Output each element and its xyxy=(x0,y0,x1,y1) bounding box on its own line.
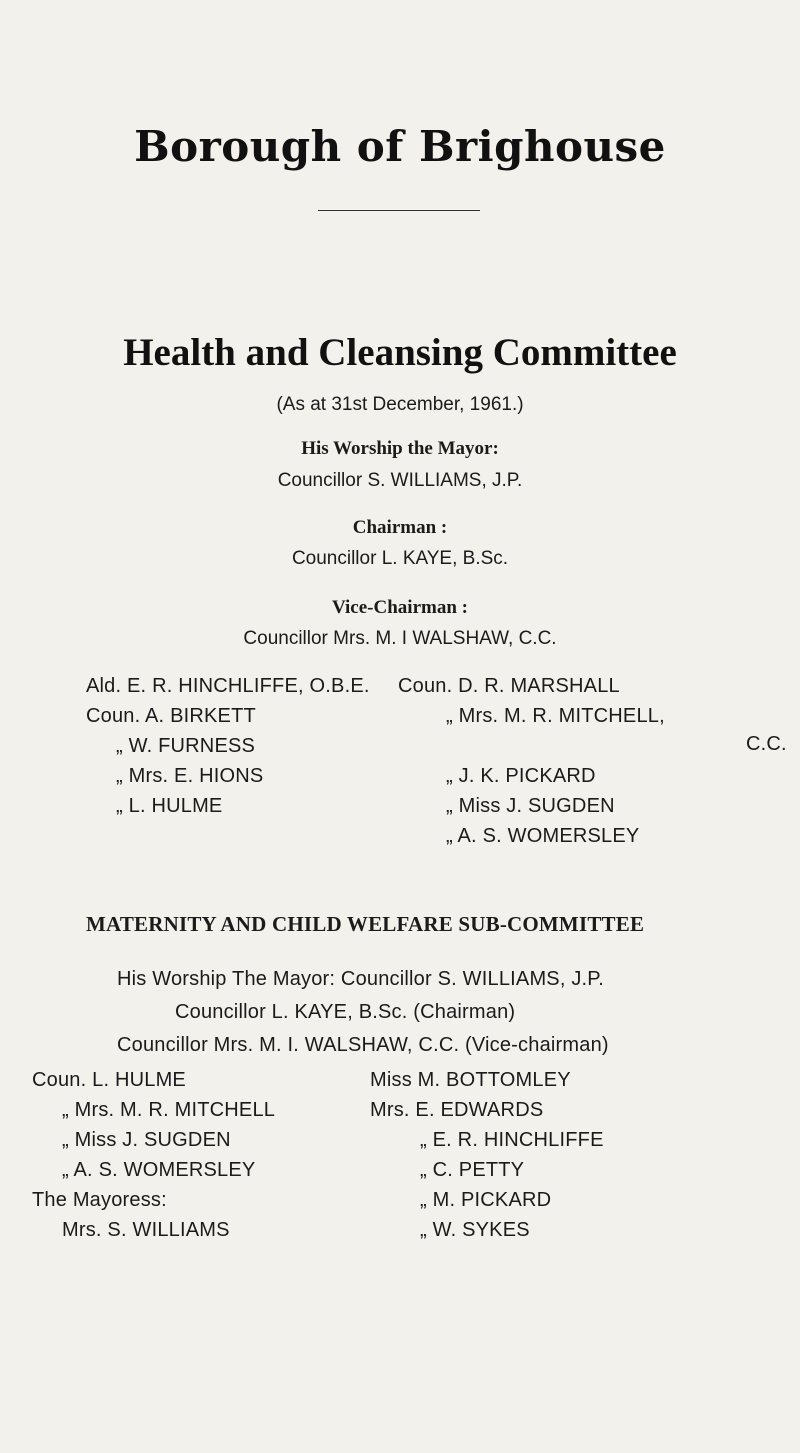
member-right-2: „ Mrs. M. R. MITCHELL, xyxy=(446,705,665,727)
subcommittee-title: MATERNITY AND CHILD WELFARE SUB-COMMITTEE xyxy=(86,912,645,936)
member-left-4: „ Mrs. E. HIONS xyxy=(116,765,264,787)
sub-member-left-5: The Mayoress: xyxy=(32,1189,167,1211)
sub-member-left-6: Mrs. S. WILLIAMS xyxy=(62,1219,230,1241)
sub-member-left-3: „ Miss J. SUGDEN xyxy=(62,1129,231,1151)
officer-name-vice-chairman: Councillor Mrs. M. I WALSHAW, C.C. xyxy=(243,628,557,649)
subcommittee-chairman: Councillor L. KAYE, B.Sc. (Chairman) xyxy=(175,1001,516,1023)
borough-heading: Borough of Brighouse xyxy=(134,122,666,171)
member-left-3: „ W. FURNESS xyxy=(116,735,256,757)
member-left-2: Coun. A. BIRKETT xyxy=(86,705,256,727)
subcommittee-vice-chairman: Councillor Mrs. M. I. WALSHAW, C.C. (Vice-chairman) xyxy=(117,1034,609,1056)
sub-member-right-6: „ W. SYKES xyxy=(420,1219,530,1241)
sub-member-right-4: „ C. PETTY xyxy=(420,1159,525,1181)
sub-member-right-3: „ E. R. HINCHLIFFE xyxy=(420,1129,604,1151)
sub-member-left-4: „ A. S. WOMERSLEY xyxy=(62,1159,256,1181)
as-at-date: (As at 31st December, 1961.) xyxy=(276,394,524,415)
sub-member-right-2: Mrs. E. EDWARDS xyxy=(370,1099,544,1121)
officer-name-chairman: Councillor L. KAYE, B.Sc. xyxy=(291,548,509,569)
member-left-1: Ald. E. R. HINCHLIFFE, O.B.E. xyxy=(86,675,370,697)
officer-role-vice-chairman: Vice-Chairman : xyxy=(332,597,468,618)
committee-title: Health and Cleansing Committee xyxy=(123,331,677,374)
heading-divider xyxy=(318,210,480,211)
member-right-5: „ A. S. WOMERSLEY xyxy=(446,825,640,847)
officer-role-mayor: His Worship the Mayor: xyxy=(301,438,499,459)
sub-member-right-5: „ M. PICKARD xyxy=(420,1189,552,1211)
sub-member-right-1: Miss M. BOTTOMLEY xyxy=(370,1069,571,1091)
sub-member-left-2: „ Mrs. M. R. MITCHELL xyxy=(62,1099,276,1121)
officer-name-mayor: Councillor S. WILLIAMS, J.P. xyxy=(277,470,523,491)
subcommittee-mayor: His Worship The Mayor: Councillor S. WILLIAMS, J.P. xyxy=(117,968,605,990)
member-right-1: Coun. D. R. MARSHALL xyxy=(398,675,620,697)
member-left-5: „ L. HULME xyxy=(116,795,223,817)
member-right-4: „ Miss J. SUGDEN xyxy=(446,795,615,817)
member-right-3: „ J. K. PICKARD xyxy=(446,765,596,787)
member-right-2-cont: C.C. xyxy=(746,733,787,755)
officer-role-chairman: Chairman : xyxy=(352,517,448,538)
sub-member-left-1: Coun. L. HULME xyxy=(32,1069,186,1091)
